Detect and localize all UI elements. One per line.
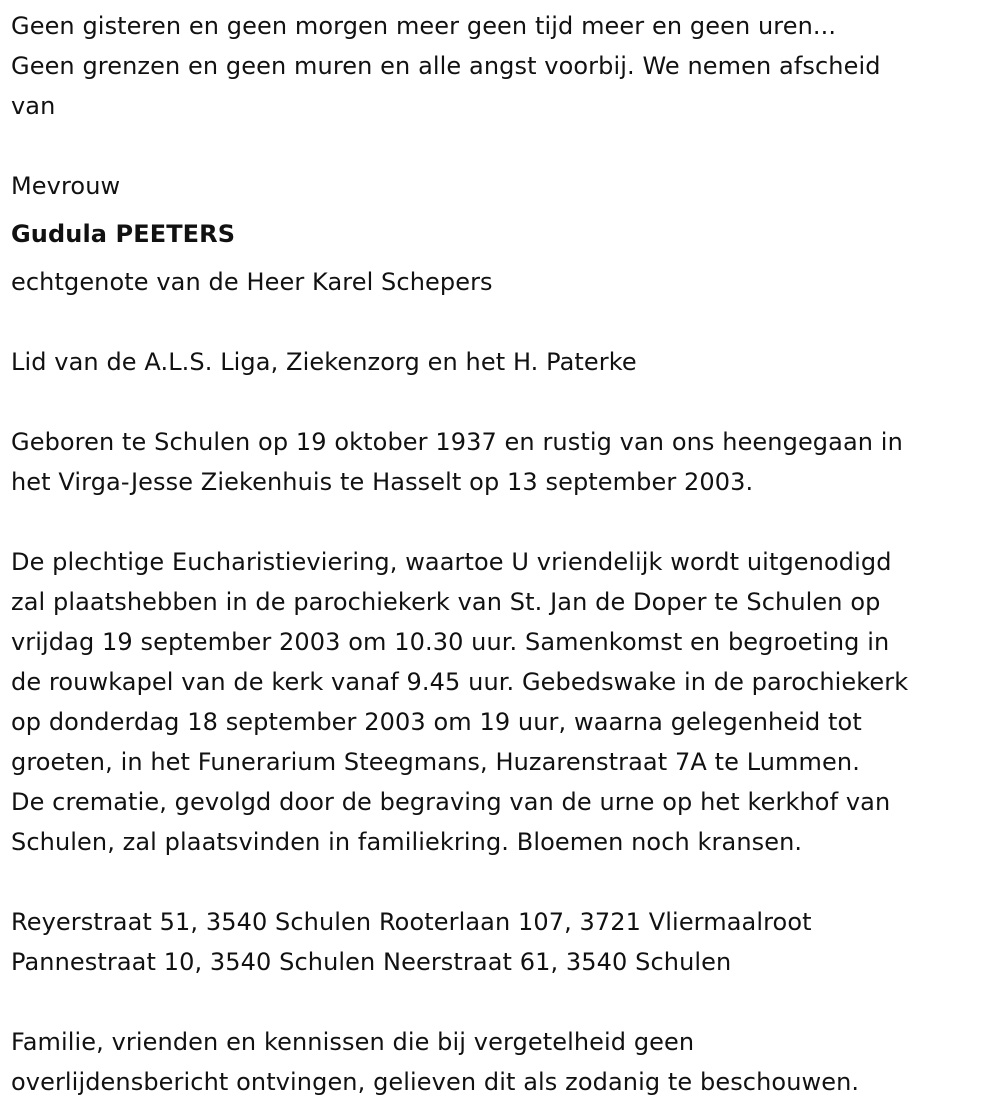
ceremony-line: groeten, in het Funerarium Steegmans, Huzarenstraat 7A te Lummen.: [11, 748, 860, 776]
ceremony-paragraph: [11, 542, 908, 862]
membership: [11, 342, 637, 382]
closing-line: Familie, vrienden en kennissen die bij vergetelheid geen: [11, 1028, 695, 1056]
intro-line: van: [11, 92, 56, 120]
birth-death-paragraph: [11, 422, 903, 502]
address-line: Pannestraat 10, 3540 Schulen Neerstraat 61, 3540 Schulen: [11, 948, 732, 976]
ceremony-line: zal plaatshebben in de parochiekerk van St. Jan de Doper te Schulen op: [11, 588, 881, 616]
birth-death-line: het Virga-Jesse Ziekenhuis te Hasselt op 13 september 2003.: [11, 468, 754, 496]
deceased-header: [11, 166, 493, 302]
intro-line: Geen grenzen en geen muren en alle angst voorbij. We nemen afscheid: [11, 52, 881, 80]
address-line: Reyerstraat 51, 3540 Schulen Rooterlaan 107, 3721 Vliermaalroot: [11, 908, 812, 936]
membership-text: Lid van de A.L.S. Liga, Ziekenzorg en het H. Paterke: [11, 348, 637, 376]
ceremony-line: Schulen, zal plaatsvinden in familiekring. Bloemen noch kransen.: [11, 828, 803, 856]
ceremony-line: De crematie, gevolgd door de begraving van de urne op het kerkhof van: [11, 788, 891, 816]
ceremony-line: De plechtige Eucharistieviering, waartoe U vriendelijk wordt uitgenodigd: [11, 548, 892, 576]
intro-poem: [11, 6, 881, 126]
ceremony-line: de rouwkapel van de kerk vanaf 9.45 uur. Gebedswake in de parochiekerk: [11, 668, 909, 696]
addresses: [11, 902, 812, 982]
closing-line: overlijdensbericht ontvingen, gelieven dit als zodanig te beschouwen.: [11, 1068, 860, 1096]
closing-paragraph: [11, 1022, 859, 1102]
deceased-name: Gudula PEETERS: [11, 220, 236, 248]
deceased-title: Mevrouw: [11, 172, 121, 200]
deceased-spouse: echtgenote van de Heer Karel Schepers: [11, 268, 493, 296]
intro-line: Geen gisteren en geen morgen meer geen tijd meer en geen uren...: [11, 12, 837, 40]
ceremony-line: op donderdag 18 september 2003 om 19 uur, waarna gelegenheid tot: [11, 708, 862, 736]
birth-death-line: Geboren te Schulen op 19 oktober 1937 en rustig van ons heengegaan in: [11, 428, 903, 456]
ceremony-line: vrijdag 19 september 2003 om 10.30 uur. Samenkomst en begroeting in: [11, 628, 890, 656]
